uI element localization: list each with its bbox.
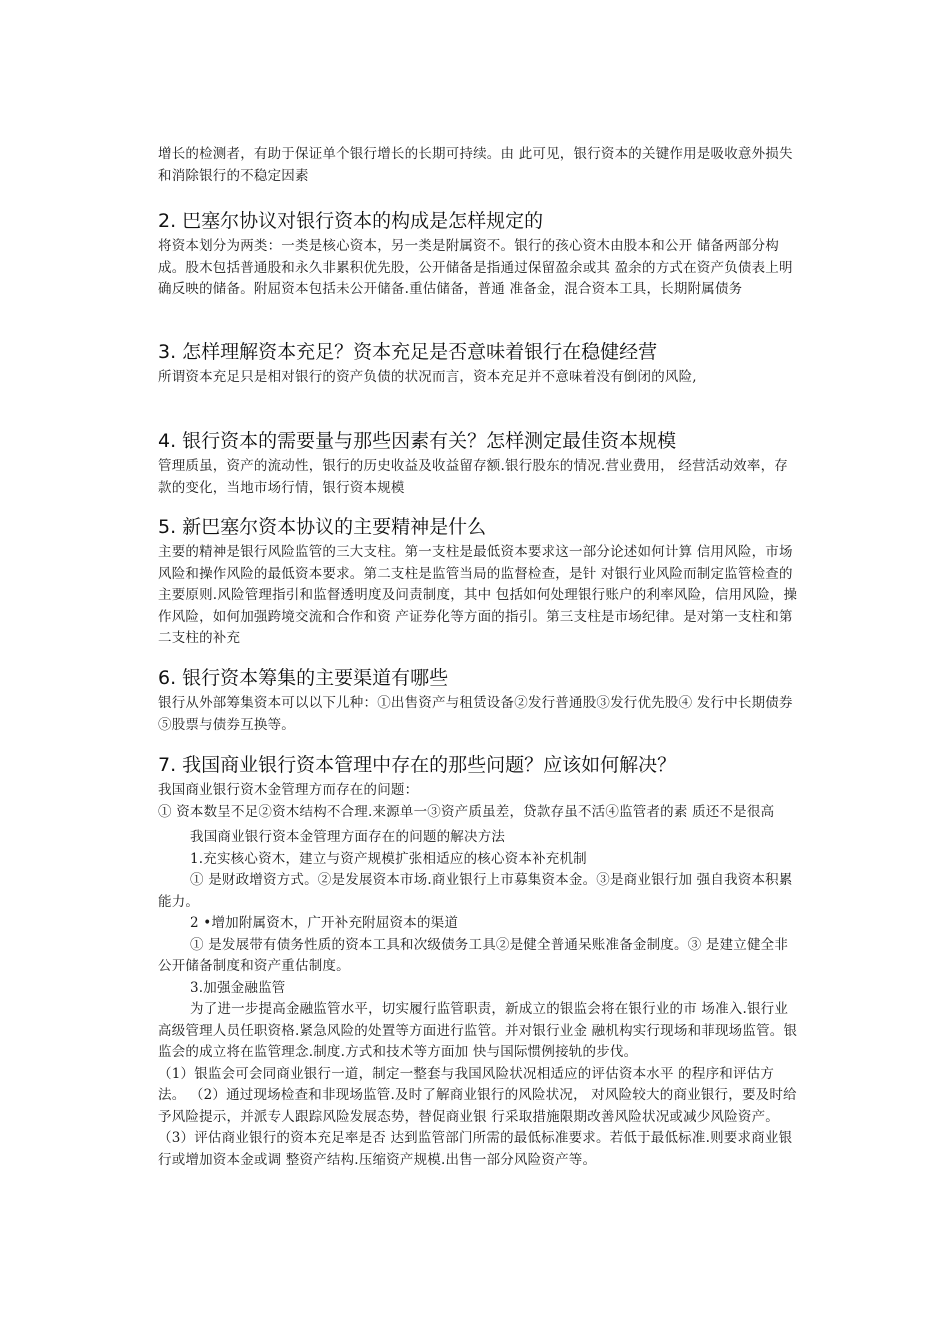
section-heading: 2. 巴塞尔协议对银行资本的构成是怎样规定的 (158, 210, 544, 232)
section-heading: 4. 银行资本的需要量与那些因素有关？怎样测定最佳资本规模 (158, 430, 677, 452)
solution-1-body: ① 是财政增资方式。②是发展资本市场.商业银行上市募集资本金。③是商业银行加 强自我资本积累能力。 (158, 872, 793, 910)
section-body: 所谓资本充足只是相对银行的资产负债的状况而言，资本充足并不意味着没有倒闭的风险, (158, 369, 697, 385)
solution-1-title: 1.充实核心资木，建立与资产规模扩张相适应的核心资本补充机制 (190, 850, 587, 867)
section-heading: 5. 新巴塞尔资本协议的主要精神是什么 (158, 516, 487, 538)
section-body: 银行从外部筹集资本可以以下儿种：①出售资产与租赁设备②发行普通股③发行优先股④ 发行中长期债券⑤股票与债券互换等。 (158, 695, 793, 733)
solution-3-title: 3.加强金融监管 (190, 979, 286, 996)
solutions-title: 我国商业银行资本金管理方面存在的问题的解决方法 (190, 829, 506, 845)
intro-paragraph (158, 144, 798, 187)
section-body: 主要的精神是银行风险监管的三大支柱。第一支柱是最低资本要求这一部分论述如何计算 信用风险，市场风险和操作风险的最低资本要求。第二支柱是监管当局的监督检查，是针 对银行业风险而制定监管检查的主要原则.风险管理指引和监督透明度及问责制度，其中 包括如何处理银行账户的利率风险，信用风险，操作风险，如何加强跨境交流和合作和资 产证券化等方面的指引。第三支柱是市场纪律。是对第一支柱和第二支柱的补充 (158, 544, 798, 646)
section-4 (158, 429, 798, 499)
section-heading: 3. 怎样理解资本充足？资本充足是否意味着银行在稳健经营 (158, 341, 658, 363)
section-body: 管理质虽，资产的流动性，银行的历史收益及收益留存额.银行股东的情况.营业费用， 经营活动效率，存款的变化，当地市场行情，银行资本规模 (158, 458, 788, 496)
section-7 (158, 753, 798, 1171)
section-2 (158, 209, 798, 301)
solution-2-body: ① 是发展带有债务性质的资本工具和次级债务工具②是健全普通呆账准备金制度。③ 是建立健全非公开储备制度和资产重估制度。 (158, 936, 789, 974)
problems-list: ① 资本数呈不足②资木结构不合理.来源单一③资产质虽差，贷款存虽不活④监管者的素 质还不是很高 (158, 803, 775, 820)
solution-3-points: （1）银监会可会同商业银行一道，制定一整套与我国风险状况相适应的评估资本水平 的程序和评估方法。 （2）通过现场检查和非现场监管.及时了解商业银行的风险状况， 对风险较大的商业银行，要及时给予风险提示，并派专人跟踪风险发展态势，替促商业银 行采取措施限期改善风险状况或减少风险资产。 （3）评估商业银行的资本充足率是否 达到监管部门所需的最低标准要求。若低于最低标准.则要求商业银行或增加资本金或调 整资产结构.压缩资产规模.出售一部分风险资产等。 (158, 1065, 797, 1168)
section-heading: 6. 银行资本筹集的主要渠道有哪些 (158, 667, 449, 689)
problems-intro: 我国商业银行资木金管理方而存在的问题： (158, 782, 419, 798)
intro-text: 增长的检测者，有助于保证单个银行增长的长期可持续。由 此可见，银行资本的关键作用是吸收意外损失和消除银行的不稳定因素 (158, 146, 793, 184)
solution-3-body: 为了进一步提高金融监管水平，切实履行监管职责，新成立的银监会将在银行业的市 场准入.银行业高级管理人员任职资格.紧急风险的处置等方面进行监管。并对银行业金 融机构实行现场和菲现场监管。银监会的成立将在监管理念.制度.方式和技术等方面加 快与国际惯例接轨的步伐。 (158, 1001, 798, 1060)
section-heading: 7. 我国商业银行资本管理中存在的那些问题？应该如何解决？ (158, 754, 677, 776)
section-3 (158, 340, 798, 389)
section-5 (158, 515, 798, 650)
section-body: 将资本划分为两类：一类是核心资本，另一类是附属资不。银行的孩心资木由股本和公开 储备两部分构成。股木包括普通股和永久非累积优先股，公开储备是指通过保留盈余或其 盈余的方式在资产负债表上明确反映的储备。附屈资本包括未公开储备.重估储备，普通 准备金，混合资本工具，长期附属债务 (158, 238, 793, 297)
section-6 (158, 666, 798, 736)
solution-2-title: 2 •增加附属资木，广开补充附屈资本的渠道 (190, 915, 459, 931)
